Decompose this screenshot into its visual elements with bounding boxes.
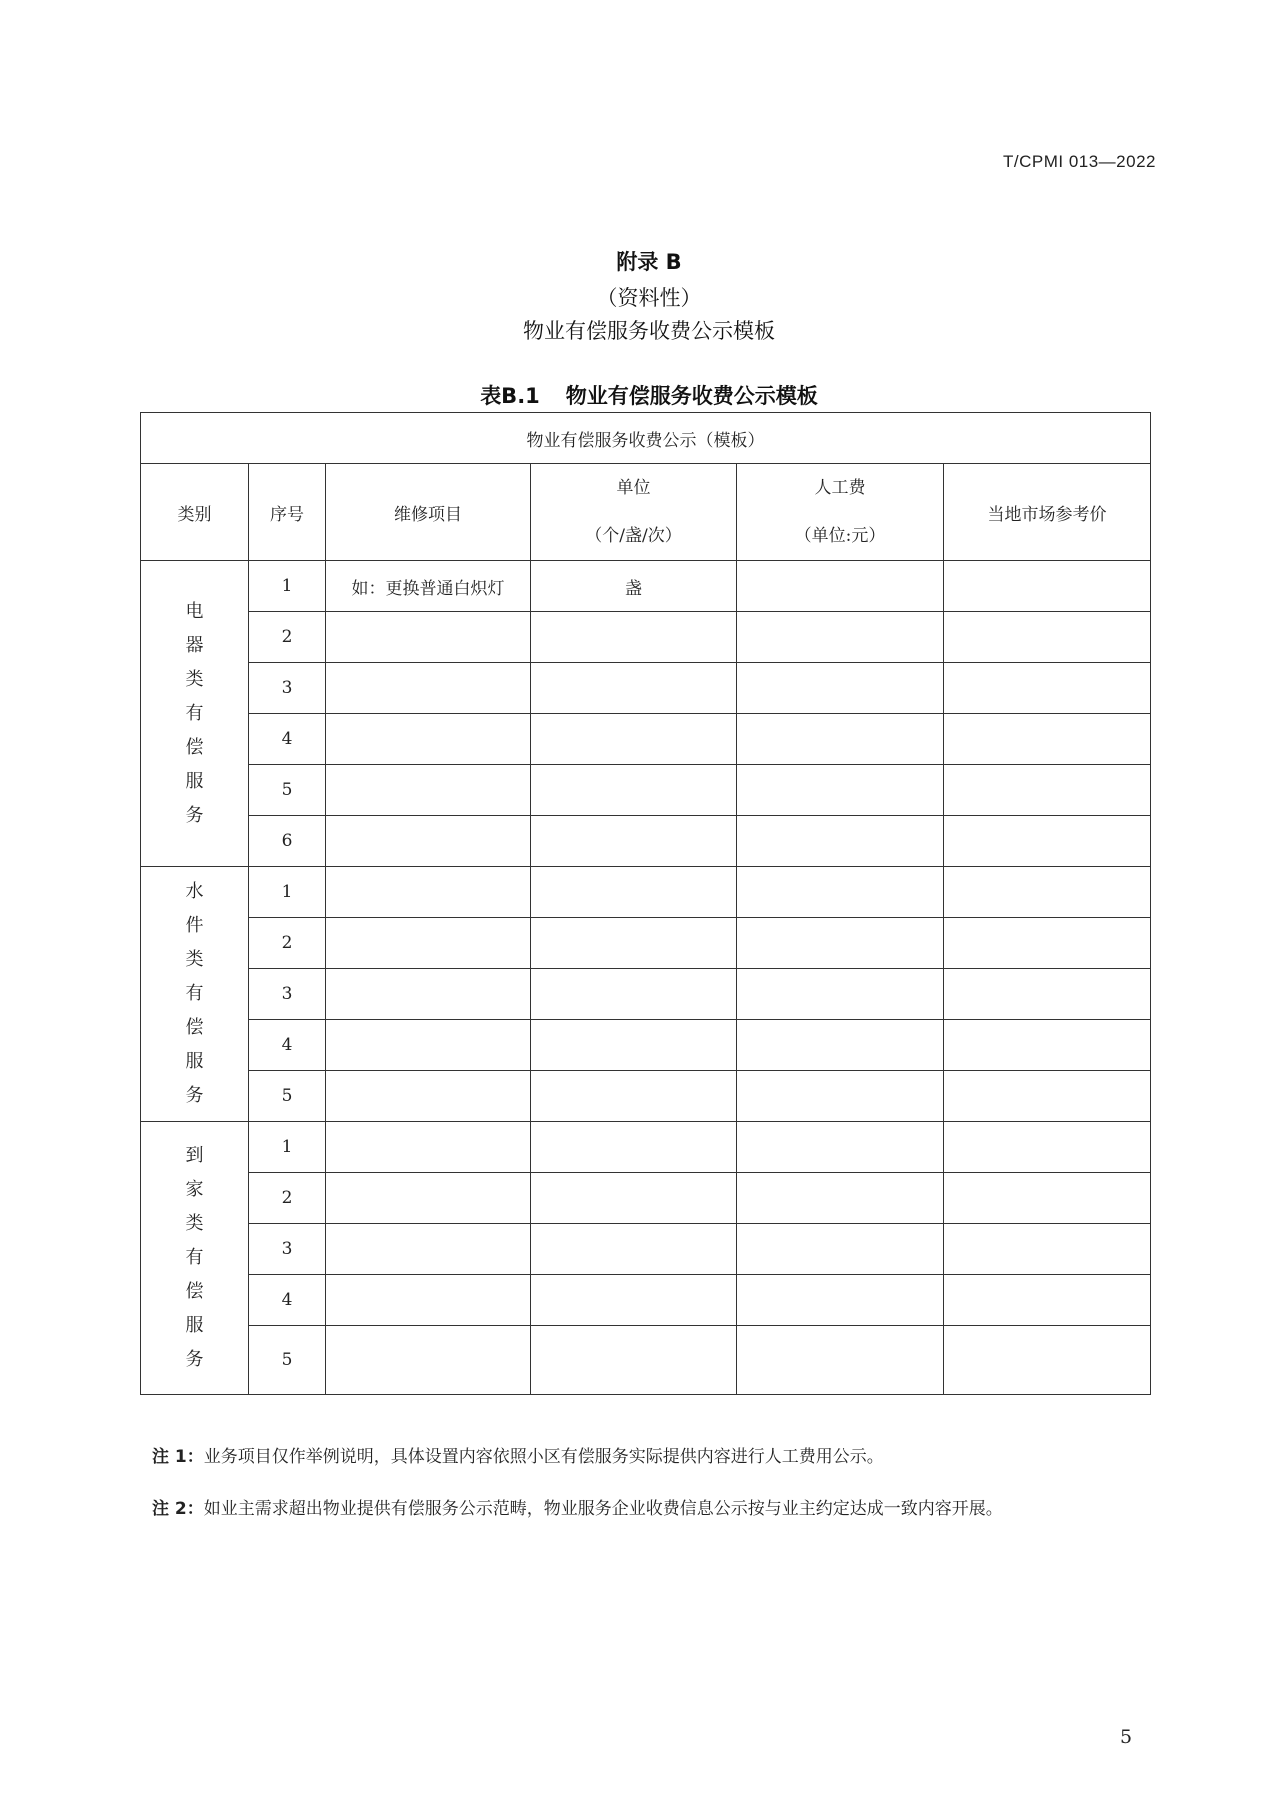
cell-labor (737, 765, 944, 816)
category-char: 偿 (185, 736, 204, 758)
header-seq: 序号 (249, 464, 326, 561)
cell-unit (531, 1173, 737, 1224)
cell-unit (531, 765, 737, 816)
header-labor-line1: 人工费 (814, 478, 866, 498)
note-1-label: 注 1： (152, 1447, 204, 1467)
cell-item (326, 663, 531, 714)
cell-unit (531, 1122, 737, 1173)
header-category: 类别 (141, 464, 249, 561)
cell-market (944, 561, 1151, 612)
cell-seq: 2 (249, 612, 326, 663)
cell-seq: 3 (249, 1224, 326, 1275)
fee-table (140, 412, 1151, 1395)
header-unit-line2: （个/盏/次） (585, 526, 682, 546)
table-row (141, 1122, 1151, 1173)
cell-unit (531, 1020, 737, 1071)
cell-market (944, 918, 1151, 969)
cell-labor (737, 918, 944, 969)
cell-market (944, 1224, 1151, 1275)
cell-item (326, 765, 531, 816)
cell-market (944, 663, 1151, 714)
cell-labor (737, 612, 944, 663)
cell-seq: 2 (249, 1173, 326, 1224)
appendix-subtitle: （资料性） (596, 286, 702, 310)
cell-item (326, 1071, 531, 1122)
cell-unit (531, 1275, 737, 1326)
table-row (141, 663, 1151, 714)
cell-seq: 1 (249, 867, 326, 918)
document-code: T/CPMI 013—2022 (1002, 152, 1156, 171)
table-row (141, 1173, 1151, 1224)
cell-unit: 盏 (531, 561, 737, 612)
category-cell (141, 1122, 249, 1395)
cell-labor (737, 1173, 944, 1224)
cell-market (944, 969, 1151, 1020)
cell-market (944, 612, 1151, 663)
table-row (141, 1020, 1151, 1071)
appendix-main-title: 物业有偿服务收费公示模板 (523, 319, 775, 343)
cell-item (326, 1326, 531, 1395)
category-char: 家 (185, 1179, 204, 1200)
cell-market (944, 1173, 1151, 1224)
category-char: 服 (185, 1051, 204, 1072)
table-row (141, 612, 1151, 663)
appendix-title: 附录 B (616, 250, 682, 274)
cell-unit (531, 1326, 737, 1395)
cell-item (326, 1224, 531, 1275)
note-2 (152, 1494, 1152, 1519)
table-row (141, 867, 1151, 918)
header-item: 维修项目 (326, 464, 531, 561)
table-row (141, 918, 1151, 969)
cell-labor (737, 663, 944, 714)
cell-item (326, 918, 531, 969)
cell-market (944, 1071, 1151, 1122)
table-row (141, 1224, 1151, 1275)
category-cell (141, 561, 249, 867)
cell-item: 如：更换普通白炽灯 (326, 561, 531, 612)
category-char: 有 (185, 702, 204, 724)
category-char: 到 (185, 1145, 204, 1166)
cell-unit (531, 714, 737, 765)
cell-market (944, 1020, 1151, 1071)
cell-unit (531, 969, 737, 1020)
table-row (141, 714, 1151, 765)
table-caption-number: 表B.1 (480, 384, 540, 408)
category-char: 务 (185, 804, 204, 826)
cell-seq: 1 (249, 1122, 326, 1173)
cell-item (326, 1275, 531, 1326)
cell-item (326, 714, 531, 765)
category-label (186, 878, 204, 1110)
cell-labor (737, 1326, 944, 1395)
cell-seq: 5 (249, 1071, 326, 1122)
table-row (141, 969, 1151, 1020)
cell-seq: 4 (249, 1020, 326, 1071)
table-row (141, 765, 1151, 816)
cell-item (326, 969, 531, 1020)
cell-seq: 5 (249, 765, 326, 816)
note-2-label: 注 2： (152, 1499, 204, 1519)
table-caption (0, 380, 1280, 410)
category-char: 类 (185, 1213, 204, 1234)
category-char: 类 (185, 668, 204, 690)
cell-market (944, 765, 1151, 816)
table-row (141, 1071, 1151, 1122)
cell-labor (737, 969, 944, 1020)
cell-seq: 2 (249, 918, 326, 969)
note-1 (152, 1442, 1152, 1467)
cell-seq: 3 (249, 663, 326, 714)
cell-market (944, 1326, 1151, 1395)
category-char: 有 (185, 1247, 204, 1268)
cell-labor (737, 1122, 944, 1173)
cell-item (326, 816, 531, 867)
cell-unit (531, 867, 737, 918)
table-row (141, 1326, 1151, 1395)
header-labor (737, 464, 944, 561)
cell-labor (737, 1224, 944, 1275)
cell-seq: 6 (249, 816, 326, 867)
cell-item (326, 867, 531, 918)
table-header-row (141, 464, 1151, 561)
cell-unit (531, 918, 737, 969)
cell-labor (737, 1275, 944, 1326)
table-row (141, 561, 1151, 612)
cell-labor (737, 714, 944, 765)
category-char: 服 (185, 1315, 204, 1336)
table-title-row (141, 413, 1151, 464)
cell-unit (531, 1224, 737, 1275)
category-cell (141, 867, 249, 1122)
cell-item (326, 1173, 531, 1224)
cell-seq: 4 (249, 714, 326, 765)
cell-seq: 3 (249, 969, 326, 1020)
category-char: 偿 (185, 1281, 204, 1302)
cell-market (944, 1275, 1151, 1326)
cell-unit (531, 663, 737, 714)
category-label (186, 1142, 204, 1374)
cell-market (944, 867, 1151, 918)
cell-market (944, 816, 1151, 867)
category-char: 器 (185, 634, 204, 656)
category-char: 有 (185, 983, 204, 1004)
cell-seq: 4 (249, 1275, 326, 1326)
header-unit-line1: 单位 (616, 478, 651, 498)
category-char: 务 (185, 1085, 204, 1106)
category-char: 电 (185, 600, 204, 622)
cell-item (326, 1122, 531, 1173)
header-market: 当地市场参考价 (944, 464, 1151, 561)
table-title: 物业有偿服务收费公示（模板） (141, 413, 1151, 464)
cell-labor (737, 867, 944, 918)
cell-item (326, 1020, 531, 1071)
table-caption-title: 物业有偿服务收费公示模板 (565, 384, 818, 408)
category-label (186, 598, 204, 830)
cell-unit (531, 612, 737, 663)
cell-labor (737, 561, 944, 612)
cell-seq: 1 (249, 561, 326, 612)
cell-labor (737, 1020, 944, 1071)
category-char: 务 (185, 1349, 204, 1370)
cell-unit (531, 1071, 737, 1122)
category-char: 服 (185, 770, 204, 792)
category-char: 件 (185, 915, 204, 936)
header-unit (531, 464, 737, 561)
header-labor-line2: （单位:元） (794, 526, 886, 546)
table-row (141, 816, 1151, 867)
cell-item (326, 612, 531, 663)
table-row (141, 1275, 1151, 1326)
cell-labor (737, 816, 944, 867)
page-number: 5 (1120, 1726, 1133, 1748)
cell-labor (737, 1071, 944, 1122)
category-char: 类 (185, 949, 204, 970)
category-char: 水 (185, 881, 204, 902)
cell-market (944, 1122, 1151, 1173)
cell-market (944, 714, 1151, 765)
cell-unit (531, 816, 737, 867)
note-2-text: 如业主需求超出物业提供有偿服务公示范畴，物业服务企业收费信息公示按与业主约定达成一致内容开展。 (203, 1499, 1003, 1519)
cell-seq: 5 (249, 1326, 326, 1395)
note-1-text: 业务项目仅作举例说明，具体设置内容依照小区有偿服务实际提供内容进行人工费用公示。 (203, 1447, 884, 1467)
category-char: 偿 (185, 1017, 204, 1038)
